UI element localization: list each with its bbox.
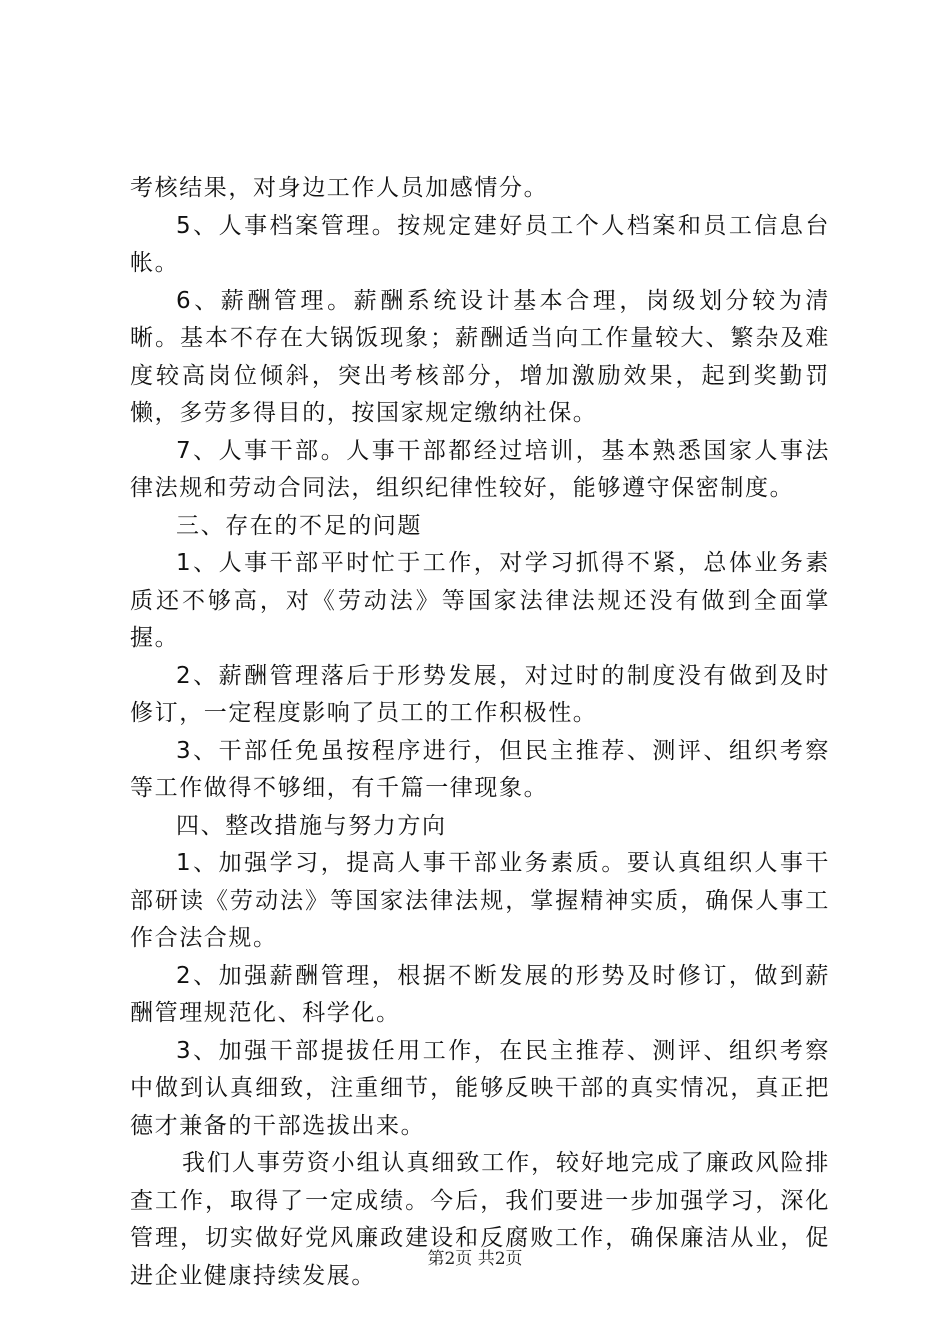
section-heading-problems: 三、存在的不足的问题 [176,512,422,539]
paragraph-problem-2: 2、薪酬管理落后于形势发展，对过时的制度没有做到及时修订，一定程度影响了员工的工作积极性。 [130,662,830,726]
paragraph-measure-1: 1、加强学习，提高人事干部业务素质。要认真组织人事干部研读《劳动法》等国家法律法规，掌握精神实质，确保人事工作合法合规。 [130,850,830,951]
paragraph-item-5-archives: 5、人事档案管理。按规定建好员工个人档案和员工信息台帐。 [130,212,830,276]
document-body [130,170,830,1295]
paragraph-measure-3: 3、加强干部提拔任用工作，在民主推荐、测评、组织考察中做到认真细致，注重细节，能够反映干部的真实情况，真正把德才兼备的干部选拔出来。 [130,1037,830,1139]
paragraph-continuation: 考核结果，对身边工作人员加感情分。 [130,175,549,201]
paragraph-conclusion: 我们人事劳资小组认真细致工作，较好地完成了廉政风险排查工作，取得了一定成绩。今后，我们要进一步加强学习，深化管理，切实做好党风廉政建设和反腐败工作，确保廉洁从业，促进企业健康持续发展。 [130,1150,830,1289]
section-heading-measures: 四、整改措施与努力方向 [176,812,447,839]
paragraph-problem-1: 1、人事干部平时忙于工作，对学习抓得不紧，总体业务素质还不够高，对《劳动法》等国家法律法规还没有做到全面掌握。 [130,550,830,651]
paragraph-item-7-staff: 7、人事干部。人事干部都经过培训，基本熟悉国家人事法律法规和劳动合同法，组织纪律性较好，能够遵守保密制度。 [130,437,830,501]
page-number-footer: 第2页 共2页 [427,1249,523,1269]
paragraph-item-6-salary: 6、薪酬管理。薪酬系统设计基本合理，岗级划分较为清晰。基本不存在大锅饭现象；薪酬适当向工作量较大、繁杂及难度较高岗位倾斜，突出考核部分，增加激励效果，起到奖勤罚懒，多劳多得目的，按国家规定缴纳社保。 [130,287,830,426]
paragraph-measure-2: 2、加强薪酬管理，根据不断发展的形势及时修订，做到薪酬管理规范化、科学化。 [130,962,830,1026]
paragraph-problem-3: 3、干部任免虽按程序进行，但民主推荐、测评、组织考察等工作做得不够细，有千篇一律现象。 [130,737,830,801]
